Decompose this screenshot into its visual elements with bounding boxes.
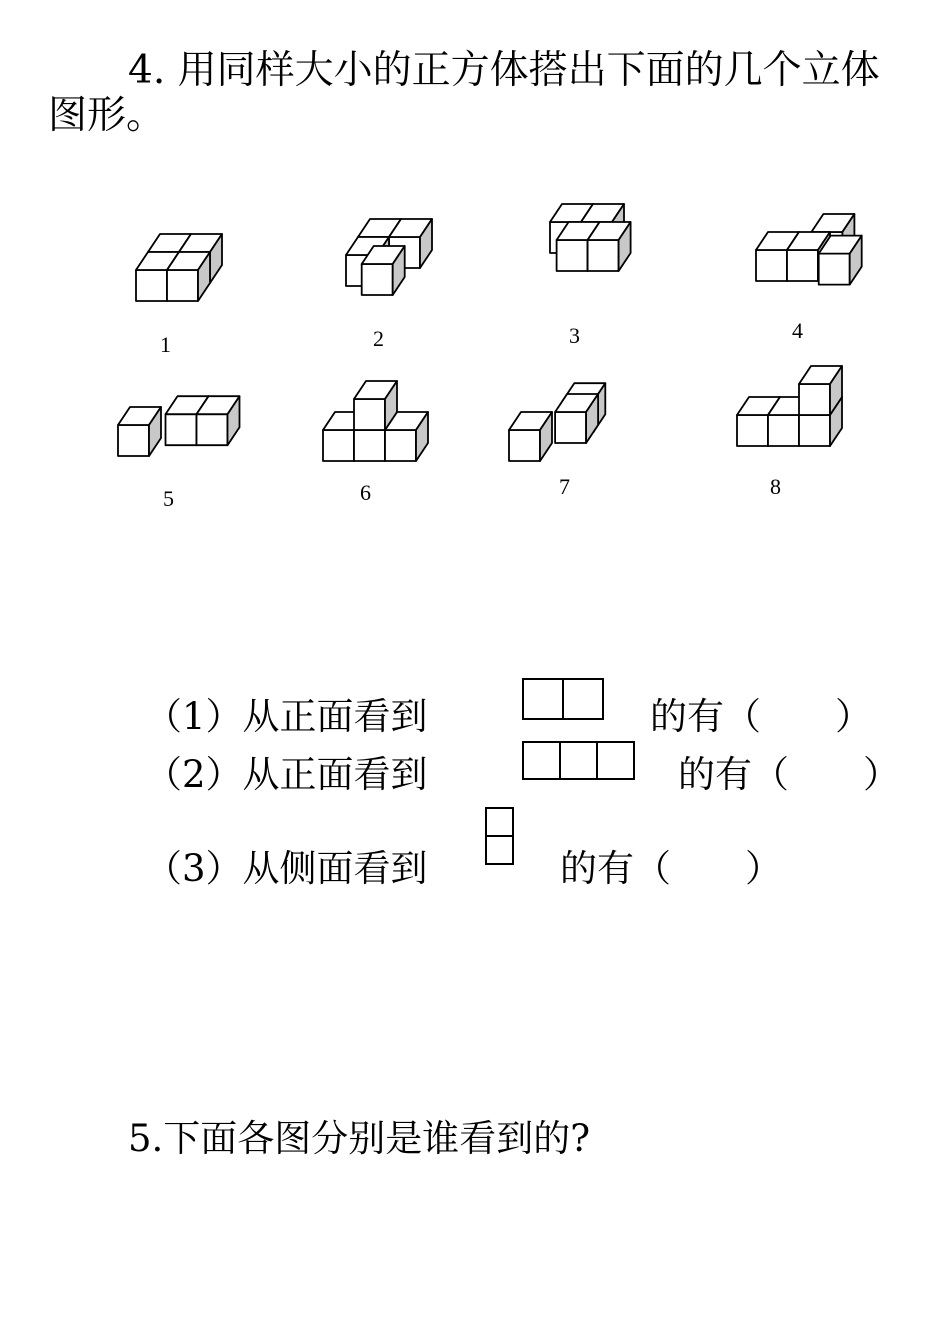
view-question-3-suffix: 的有（ ） (560, 847, 782, 890)
cube-figure-3 (550, 204, 631, 271)
cube-front-face (588, 240, 619, 271)
view-question-2-prefix: （2）从正面看到 (145, 753, 428, 796)
cube-front-face (819, 254, 850, 285)
figure-label-4: 4 (792, 318, 803, 343)
cube-front-face (787, 250, 818, 281)
cube-front-face (362, 264, 393, 295)
side-view-two-stacked-squares (486, 808, 513, 864)
figure-label-8: 8 (770, 474, 781, 499)
cube-front-face (323, 430, 354, 461)
cube-figures (0, 0, 950, 560)
figure-label-6: 6 (360, 480, 371, 505)
view-question-3-answer (560, 838, 782, 892)
cube-front-face (557, 240, 588, 271)
figure-label-1: 1 (160, 332, 171, 357)
view-question-2-suffix: 的有（ ） (678, 753, 900, 796)
cube-front-face (354, 430, 385, 461)
cube-front-face (197, 414, 228, 445)
cube-front-face (354, 399, 385, 430)
figure-label-7: 7 (559, 474, 570, 499)
cube-front-face (799, 415, 830, 446)
cube-front-face (118, 425, 149, 456)
figure-label-2: 2 (373, 326, 384, 351)
cube-figure-4 (756, 214, 862, 285)
front-view-two-squares (523, 679, 603, 719)
question-4-text: 4. 用同样大小的正方体搭出下面的几个立体图形。 (48, 48, 880, 138)
cube-figure-6 (323, 381, 428, 461)
cube-figure-2 (346, 219, 432, 295)
view-question-1-answer (650, 686, 872, 740)
cube-figure-8 (737, 366, 842, 446)
view-question-1-prefix: （1）从正面看到 (145, 695, 428, 738)
figure-label-3: 3 (569, 323, 580, 348)
cube-front-face (136, 270, 167, 301)
cube-figure-1 (136, 234, 222, 301)
view-question-3-prefix: （3）从侧面看到 (145, 847, 428, 890)
cube-front-face (768, 415, 799, 446)
cube-front-face (509, 430, 540, 461)
front-view-three-squares (523, 742, 634, 779)
cube-front-face (167, 270, 198, 301)
cube-front-face (756, 250, 787, 281)
cube-front-face (737, 415, 768, 446)
cube-front-face (799, 384, 830, 415)
question-5-text: 5.下面各图分别是谁看到的? (128, 1117, 591, 1160)
view-question-1 (145, 686, 428, 740)
cube-front-face (385, 430, 416, 461)
figure-label-5: 5 (163, 486, 174, 511)
view-question-1-suffix: 的有（ ） (650, 695, 872, 738)
view-question-3 (145, 838, 428, 892)
view-question-2-answer (678, 744, 900, 798)
cube-figure-7 (509, 383, 605, 461)
cube-figure-5 (118, 396, 240, 456)
cube-front-face (555, 412, 586, 443)
view-question-2 (145, 744, 428, 798)
cube-front-face (166, 414, 197, 445)
